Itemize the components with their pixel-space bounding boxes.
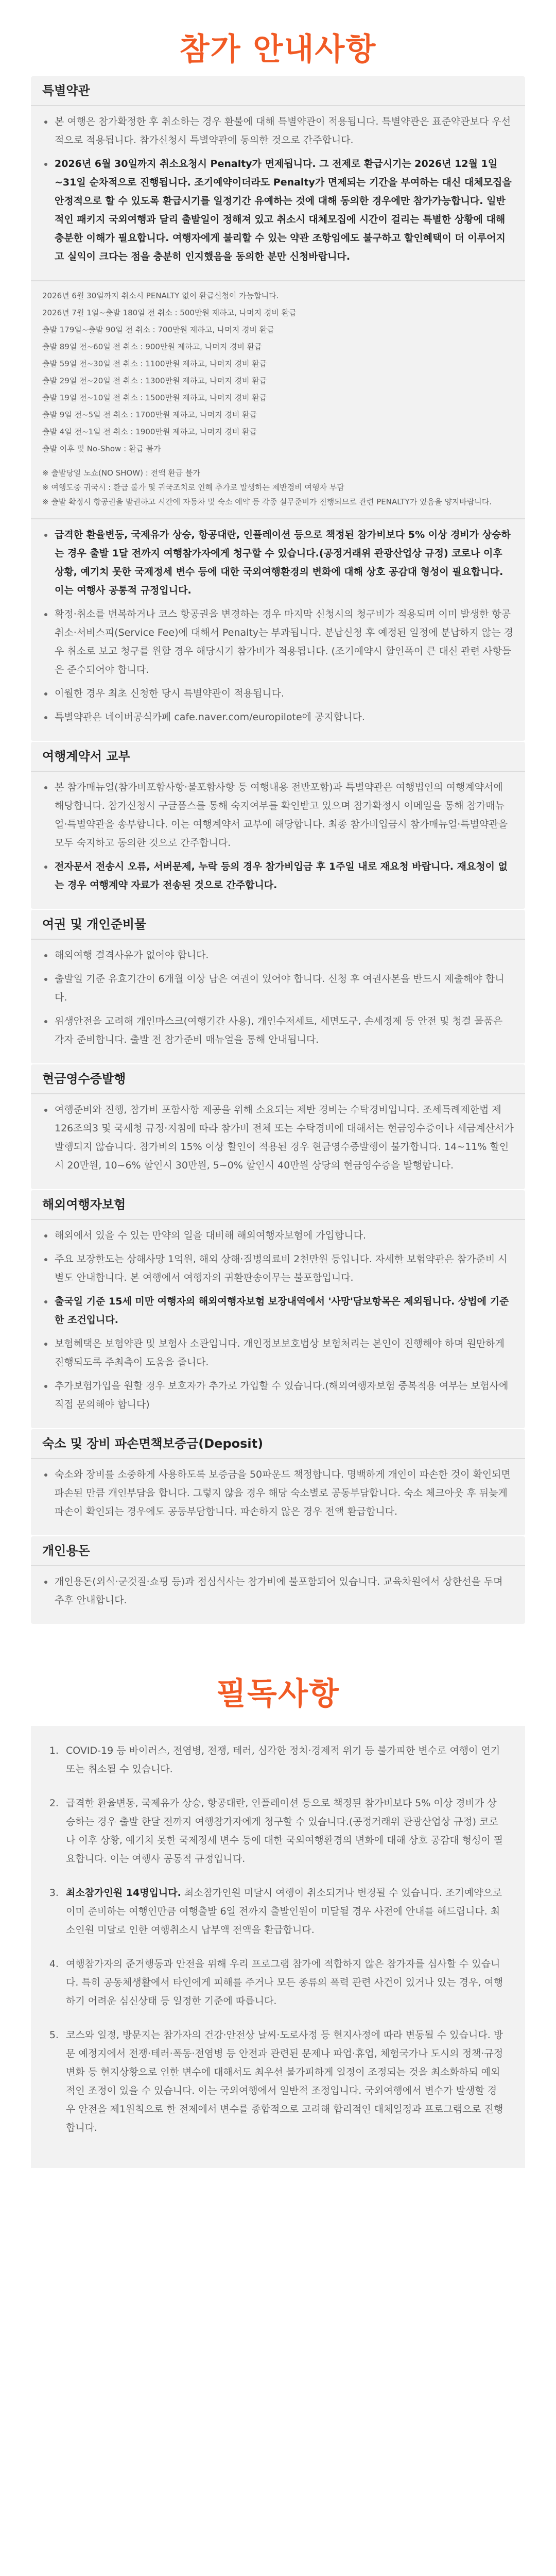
section-header <box>31 742 525 772</box>
cancel-rule: 2026년 7월 1일~출발 180일 전 취소 : 500만원 제하고, 나머지 경비 환급 <box>42 308 297 317</box>
page-title: 참가 안내사항 <box>179 31 377 67</box>
contract-section <box>31 742 525 909</box>
deposit-list <box>42 1465 514 1521</box>
cancel-rule: 출발 19일 전~10일 전 취소 : 1500만원 제하고, 나머지 경비 환급 <box>42 393 267 402</box>
receipt-list <box>42 1100 514 1175</box>
special-terms-list-a <box>42 112 514 266</box>
cancel-rules <box>42 287 514 457</box>
list-item: 출발일 기준 유효기간이 6개월 이상 남은 여권이 있어야 합니다. 신청 후 여권사본을 반드시 제출해야 합니다. <box>42 970 514 1007</box>
section-header <box>31 910 525 940</box>
insurance-section <box>31 1190 525 1428</box>
receipt-section <box>31 1064 525 1189</box>
allowance-section <box>31 1536 525 1624</box>
section-title: 여권 및 개인준비물 <box>42 917 147 931</box>
contract-list <box>42 778 514 894</box>
section-title: 여행계약서 교부 <box>42 749 130 764</box>
cancel-rule: 출발 이후 및 No-Show : 환급 불가 <box>42 444 161 453</box>
list-item: 주요 보장한도는 상해사망 1억원, 해외 상해·질병의료비 2천만원 등입니다. 자세한 보험약관은 참가준비 시 별도 안내합니다. 본 여행에서 여행자의 귀환판송이무는 불포함입니다. <box>42 1250 514 1287</box>
section-title: 개인용돈 <box>42 1544 90 1558</box>
terms-item: 확정·취소를 번복하거나 코스 항공권을 변경하는 경우 마지막 신청시의 청구비가 적용되며 이미 발생한 항공취소·서비스피(Service Fee)에 대해서 Penalty는 부과됩니다. 분납신청 후 예정된 일정에 분납하지 않는 경우 취소로 보고 청구를 원할 경우 해당시기 참가비가 적용됩니다. (조기예약시 할인폭이 큰 대신 관련 사항들은 준수되어야 합니다. <box>42 605 514 679</box>
section-header <box>31 1190 525 1220</box>
terms-item: 2026년 6월 30일까지 취소요청시 Penalty가 면제됩니다. 그 전제로 환급시기는 2026년 12월 1일~31일 순차적으로 진행됩니다. 조기예약이더라도 Penalty가 면제되는 기간을 부여하는 대신 대체모집을 안정적으로 할 수 있도록 환급시기를 일정기간 유예하는 것에 대해 동의한 경우에만 참가가능합니다. 일반적인 패키지 국외여행과 달리 출발일이 정해져 있고 취소시 대체모집에 시간이 걸리는 특별한 상황에 대해 충분한 이해가 필요합니다. 여행자에게 불리할 수 있는 약관 조항임에도 불구하고 할인혜택이 더 이루어지고 실익이 크다는 점을 충분히 인지했음을 동의한 분만 신청바랍니다. <box>42 155 514 266</box>
list-item: 숙소와 장비를 소중하게 사용하도록 보증금을 50파운드 책정합니다. 명백하게 개인이 파손한 것이 확인되면 파손된 만큼 개인부담을 합니다. 그렇지 않을 경우 해당 숙소별로 공동부담합니다. 숙소 체크아웃 후 뒤늦게 파손이 확인되는 경우에도 공동부담합니다. 파손하지 않은 경우 전액 환급합니다. <box>42 1465 514 1521</box>
cancel-note: ※ 출발 확정시 항공권을 발권하고 시간에 자동차 및 숙소 예약 등 각종 실무준비가 진행되므로 관련 PENALTY가 있음을 양지바랍니다. <box>42 497 492 506</box>
terms-item: 본 여행은 참가확정한 후 취소하는 경우 환불에 대해 특별약관이 적용됩니다. 특별약관은 표준약관보다 우선적으로 적용됩니다. 참가신청시 특별약관에 동의한 것으로 간주합니다. <box>42 112 514 149</box>
cancel-rule: 출발 89일 전~60일 전 취소 : 900만원 제하고, 나머지 경비 환급 <box>42 342 262 351</box>
list-item: 추가보험가입을 원할 경우 보호자가 추가로 가입할 수 있습니다.(해외여행자보험 중복적용 여부는 보험사에 직접 문의해야 합니다) <box>42 1377 514 1414</box>
section-title: 해외여행자보험 <box>42 1197 126 1212</box>
section-title: 숙소 및 장비 파손면책보증금(Deposit) <box>42 1436 264 1451</box>
lead-text: 최소참가인원 14명입니다. <box>66 1887 181 1899</box>
list-item: 해외에서 있을 수 있는 만약의 일을 대비해 해외여행자보험에 가입합니다. <box>42 1226 514 1245</box>
list-item: 전자문서 전송시 오류, 서버문제, 누락 등의 경우 참가비입금 후 1주일 내로 재요청 바랍니다. 재요청이 없는 경우 여행계약 자료가 전송된 것으로 간주합니다. <box>42 857 514 894</box>
terms-item: 급격한 환율변동, 국제유가 상승, 항공대란, 인플레이션 등으로 책정된 참가비보다 5% 이상 경비가 상승하는 경우 출발 1달 전까지 여행참가자에게 청구할 수 있습니다.(공정거래위 관광산업상 규정) 코로나 이후 상황, 예기치 못한 국제정세 변수 등에 대한 국외여행환경의 변화에 대해 상호 공감대 형성이 필요합니다. 이는 여행사 공통적 규정입니다. <box>42 526 514 600</box>
must-read-title: 필독사항 <box>216 1676 340 1712</box>
must-read-item: 4. 여행참가자의 준거행동과 안전을 위해 우리 프로그램 참가에 적합하지 않은 참가자를 심사할 수 있습니다. 특히 공동체생활에서 타인에게 피해를 주거나 모든 종류의 폭력 관련 사건이 있거나 있는 경우, 여행하기 어려운 심신상태 등 일정한 기준에 따릅니다. <box>62 1955 505 2010</box>
cancel-rule: 출발 179일~출발 90일 전 취소 : 700만원 제하고, 나머지 경비 환급 <box>42 325 274 334</box>
cancel-rule: 출발 29일 전~20일 전 취소 : 1300만원 제하고, 나머지 경비 환급 <box>42 376 267 385</box>
list-item: 출국일 기준 15세 미만 여행자의 해외여행자보험 보장내역에서 '사망'담보항목은 제외됩니다. 상법에 기준한 조건입니다. <box>42 1292 514 1329</box>
insurance-list <box>42 1226 514 1414</box>
must-read-item: 1. COVID-19 등 바이러스, 전염병, 전쟁, 테러, 심각한 정치·경제적 위기 등 불가피한 변수로 여행이 연기 또는 취소될 수 있습니다. <box>62 1741 505 1778</box>
terms-item: 특별약관은 네이버공식카페 cafe.naver.com/europilote에 공지합니다. <box>42 708 514 726</box>
section-title: 특별약관 <box>42 83 90 98</box>
cancel-note: ※ 출발당일 노쇼(NO SHOW) : 전액 환급 불가 <box>42 468 201 478</box>
list-item: 해외여행 결격사유가 없어야 합니다. <box>42 946 514 964</box>
list-item: 본 참가매뉴얼(참가비포함사항·불포함사항 등 여행내용 전반포함)과 특별약관은 여행법인의 여행계약서에 해당합니다. 참가신청시 구글폼스를 통해 숙지여부를 확인받고 있으며 참가확정시 이메일을 통해 참가매뉴얼·특별약관을 송부합니다. 이는 여행계약서 교부에 해당합니다. 최종 참가비입금시 참가매뉴얼·특별약관을 모두 숙지하고 동의한 것으로 간주합니다. <box>42 778 514 852</box>
section-header <box>31 76 525 106</box>
passport-section <box>31 910 525 1063</box>
must-read-item: 2. 급격한 환율변동, 국제유가 상승, 항공대란, 인플레이션 등으로 책정된 참가비보다 5% 이상 경비가 상승하는 경우 출발 한달 전까지 여행참가자에게 청구할 수 있습니다.(공정거래위 관광산업상 규정) 코로나 이후 상황, 예기치 못한 국제정세 변수 등에 대한 국외여행환경의 변화에 대해 상호 공감대 형성이 필요합니다. 이는 여행사 공통적 규정입니다. <box>62 1794 505 1868</box>
cancel-note: ※ 여행도중 귀국시 : 환급 불가 및 귀국조치로 인해 추가로 발생하는 제반경비 여행자 부담 <box>42 483 344 492</box>
list-item: 위생안전을 고려해 개인마스크(여행기간 사용), 개인수저세트, 세면도구, 손세정제 등 안전 및 청결 물품은 각자 준비합니다. 출발 전 참가준비 매뉴얼을 통해 안내됩니다. <box>42 1012 514 1049</box>
must-read-item: 3. 최소참가인원 14명입니다. 최소참가인원 미달시 여행이 취소되거나 변경될 수 있습니다. 조기예약으로 이미 준비하는 여행인만큼 여행출발 6일 전까지 출발인원이 미달될 경우 사전에 안내를 해드립니다. 최소인원 미달로 인한 여행취소시 납부액 전액을 환급합니다. <box>62 1884 505 1939</box>
section-header <box>31 1536 525 1566</box>
cancel-rule: 출발 9일 전~5일 전 취소 : 1700만원 제하고, 나머지 경비 환급 <box>42 410 257 419</box>
terms-item: 이월한 경우 최초 신청한 당시 특별약관이 적용됩니다. <box>42 684 514 703</box>
list-item: 보험혜택은 보험약관 및 보험사 소관입니다. 개인정보보호법상 보험처리는 본인이 진행해야 하며 원만하게 진행되도록 주최측이 도움을 줍니다. <box>42 1334 514 1371</box>
deposit-section <box>31 1429 525 1535</box>
passport-list <box>42 946 514 1049</box>
section-title: 현금영수증발행 <box>42 1072 126 1086</box>
must-read-list <box>31 1726 525 2168</box>
cancel-rule: 출발 59일 전~30일 전 취소 : 1100만원 제하고, 나머지 경비 환급 <box>42 359 267 368</box>
section-header <box>31 1429 525 1459</box>
special-terms-list-b <box>42 526 514 726</box>
special-terms-section <box>31 76 525 741</box>
section-header <box>31 1064 525 1094</box>
must-read-item: 5. 코스와 일정, 방문지는 참가자의 건강·안전상 날씨·도로사정 등 현지사정에 따라 변동될 수 있습니다. 방문 예정지에서 전쟁·테러·폭동·전염병 등 안전과 관련된 문제나 파업·휴업, 체험국가나 도시의 정책·규정 변화 등 현지상황으로 인한 변수에 대해서도 최우선 불가피하게 일정이 조정되는 것을 최소화하되 예외적인 조정이 있을 수 있습니다. 이는 국외여행에서 일반적 조정입니다. 국외여행에서 변수가 발생할 경우 안전을 제1원칙으로 한 전제에서 변수를 종합적으로 고려해 합리적인 대체일정과 프로그램으로 진행합니다. <box>62 2026 505 2137</box>
allowance-list <box>42 1572 514 1609</box>
cancel-rule: 2026년 6월 30일까지 취소시 PENALTY 없이 환급신청이 가능합니다. <box>42 291 279 300</box>
cancel-notes <box>42 466 514 509</box>
list-item: 여행준비와 진행, 참가비 포함사항 제공을 위해 소요되는 제반 경비는 수탁경비입니다. 조세특례제한법 제126조의3 및 국세청 규정·지침에 따라 참가비 전체 또는 수탁경비에 대해서는 현금영수증이나 세금계산서가 발행되지 않습니다. 참가비의 15% 이상 할인이 적용된 경우 현금영수증발행이 불가합니다. 14~11% 할인시 20만원, 10~6% 할인시 30만원, 5~0% 할인시 40만원 상당의 현금영수증을 발행합니다. <box>42 1100 514 1175</box>
cancel-rule: 출발 4일 전~1일 전 취소 : 1900만원 제하고, 나머지 경비 환급 <box>42 427 257 436</box>
list-item: 개인용돈(외식·군것질·쇼핑 등)과 점심식사는 참가비에 불포함되어 있습니다. 교육차원에서 상한선을 두며 추후 안내합니다. <box>42 1572 514 1609</box>
